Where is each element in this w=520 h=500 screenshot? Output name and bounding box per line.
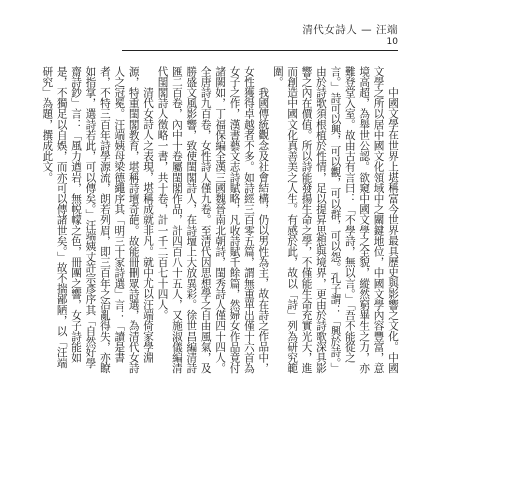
body-text-vertical <box>41 66 400 376</box>
page-number: 10 <box>386 37 398 47</box>
header-rule <box>122 50 398 51</box>
running-head: 清代女詩人 — 汪端 <box>302 24 398 36</box>
paragraph-2: 我國傳統觀念及社會結構，仍以男性為主，故在詩之作品中，女性獲得卓越者不多。如詩經三百零五篇，謂無重單出僅十六首為女子之作，漢書藝文志詩賦略，凡收詩賦千餘篇，然婦女作品竟付諸闕如，丁福保編全漢三國魏晉南北朝詩，閨秀詩人僅四十四人。全唐詩九百卷，女性詩人僅九卷。至清代因思想學之自由風氣，及勝盛文風影響，致使閨閣詩人，在詩壇上大放異彩。徐世昌編清詩匯二百卷，內中十卷屬閨閣作品，計四百八十五人，又施淑儀編清代閨閣詩人徵略一書，共十卷，計一千二百七十四人。 <box>156 66 270 374</box>
paragraph-1: 中國文學在世界上堪稱富今世界最具歷史與影響之文化。中國文學之所以居中國文化領域中之關鍵地位，中國文學內容豐富，意境高超，為舉世公認。欲窺中國文學之全貌，縱然窮畢生之力，亦難登堂入室。故由古有言曰：「不學詩，無以言。」「吾不能從之言。」詩可以興，可以觀，可以群，可以怨。孔子謂：「興於詩。」由於詩歌須根植於性情，足以提昇思想與境界，更由於詩歌深具影響之內在價值。所以詩能發揚生命之學，不僅能生命充實光大，進而創造中國文化真善美之人生。有感於此，故以「詩」列為研究範圍。 <box>271 66 399 374</box>
paragraph-3: 清代女詩人之表現，堪稱成就非凡。就中尤以汪端倚家學淵源，特重閨閣教育，堪稱詩壇奇葩。故能冊刪眾詩選，為清代女詩人之冠冕。汪端姨母梁德繩序其「明三十家詩選」言：「讀是書者，不特三百年詩學源流，朗若列眉，即三百年之治亂得失，亦瞭如指掌，選詩若此，可以傳矣。」汪端姨丈許宗彥序其「自然好學齋詩鈔」言：「風力遒岩，無帨幪之色，冊團之響，女子詩能如是，不獨足以自娛，而亦可以傳諸世矣。」故不揣鄙陋，以「汪端研究」為題，撰成此文。 <box>41 66 155 374</box>
